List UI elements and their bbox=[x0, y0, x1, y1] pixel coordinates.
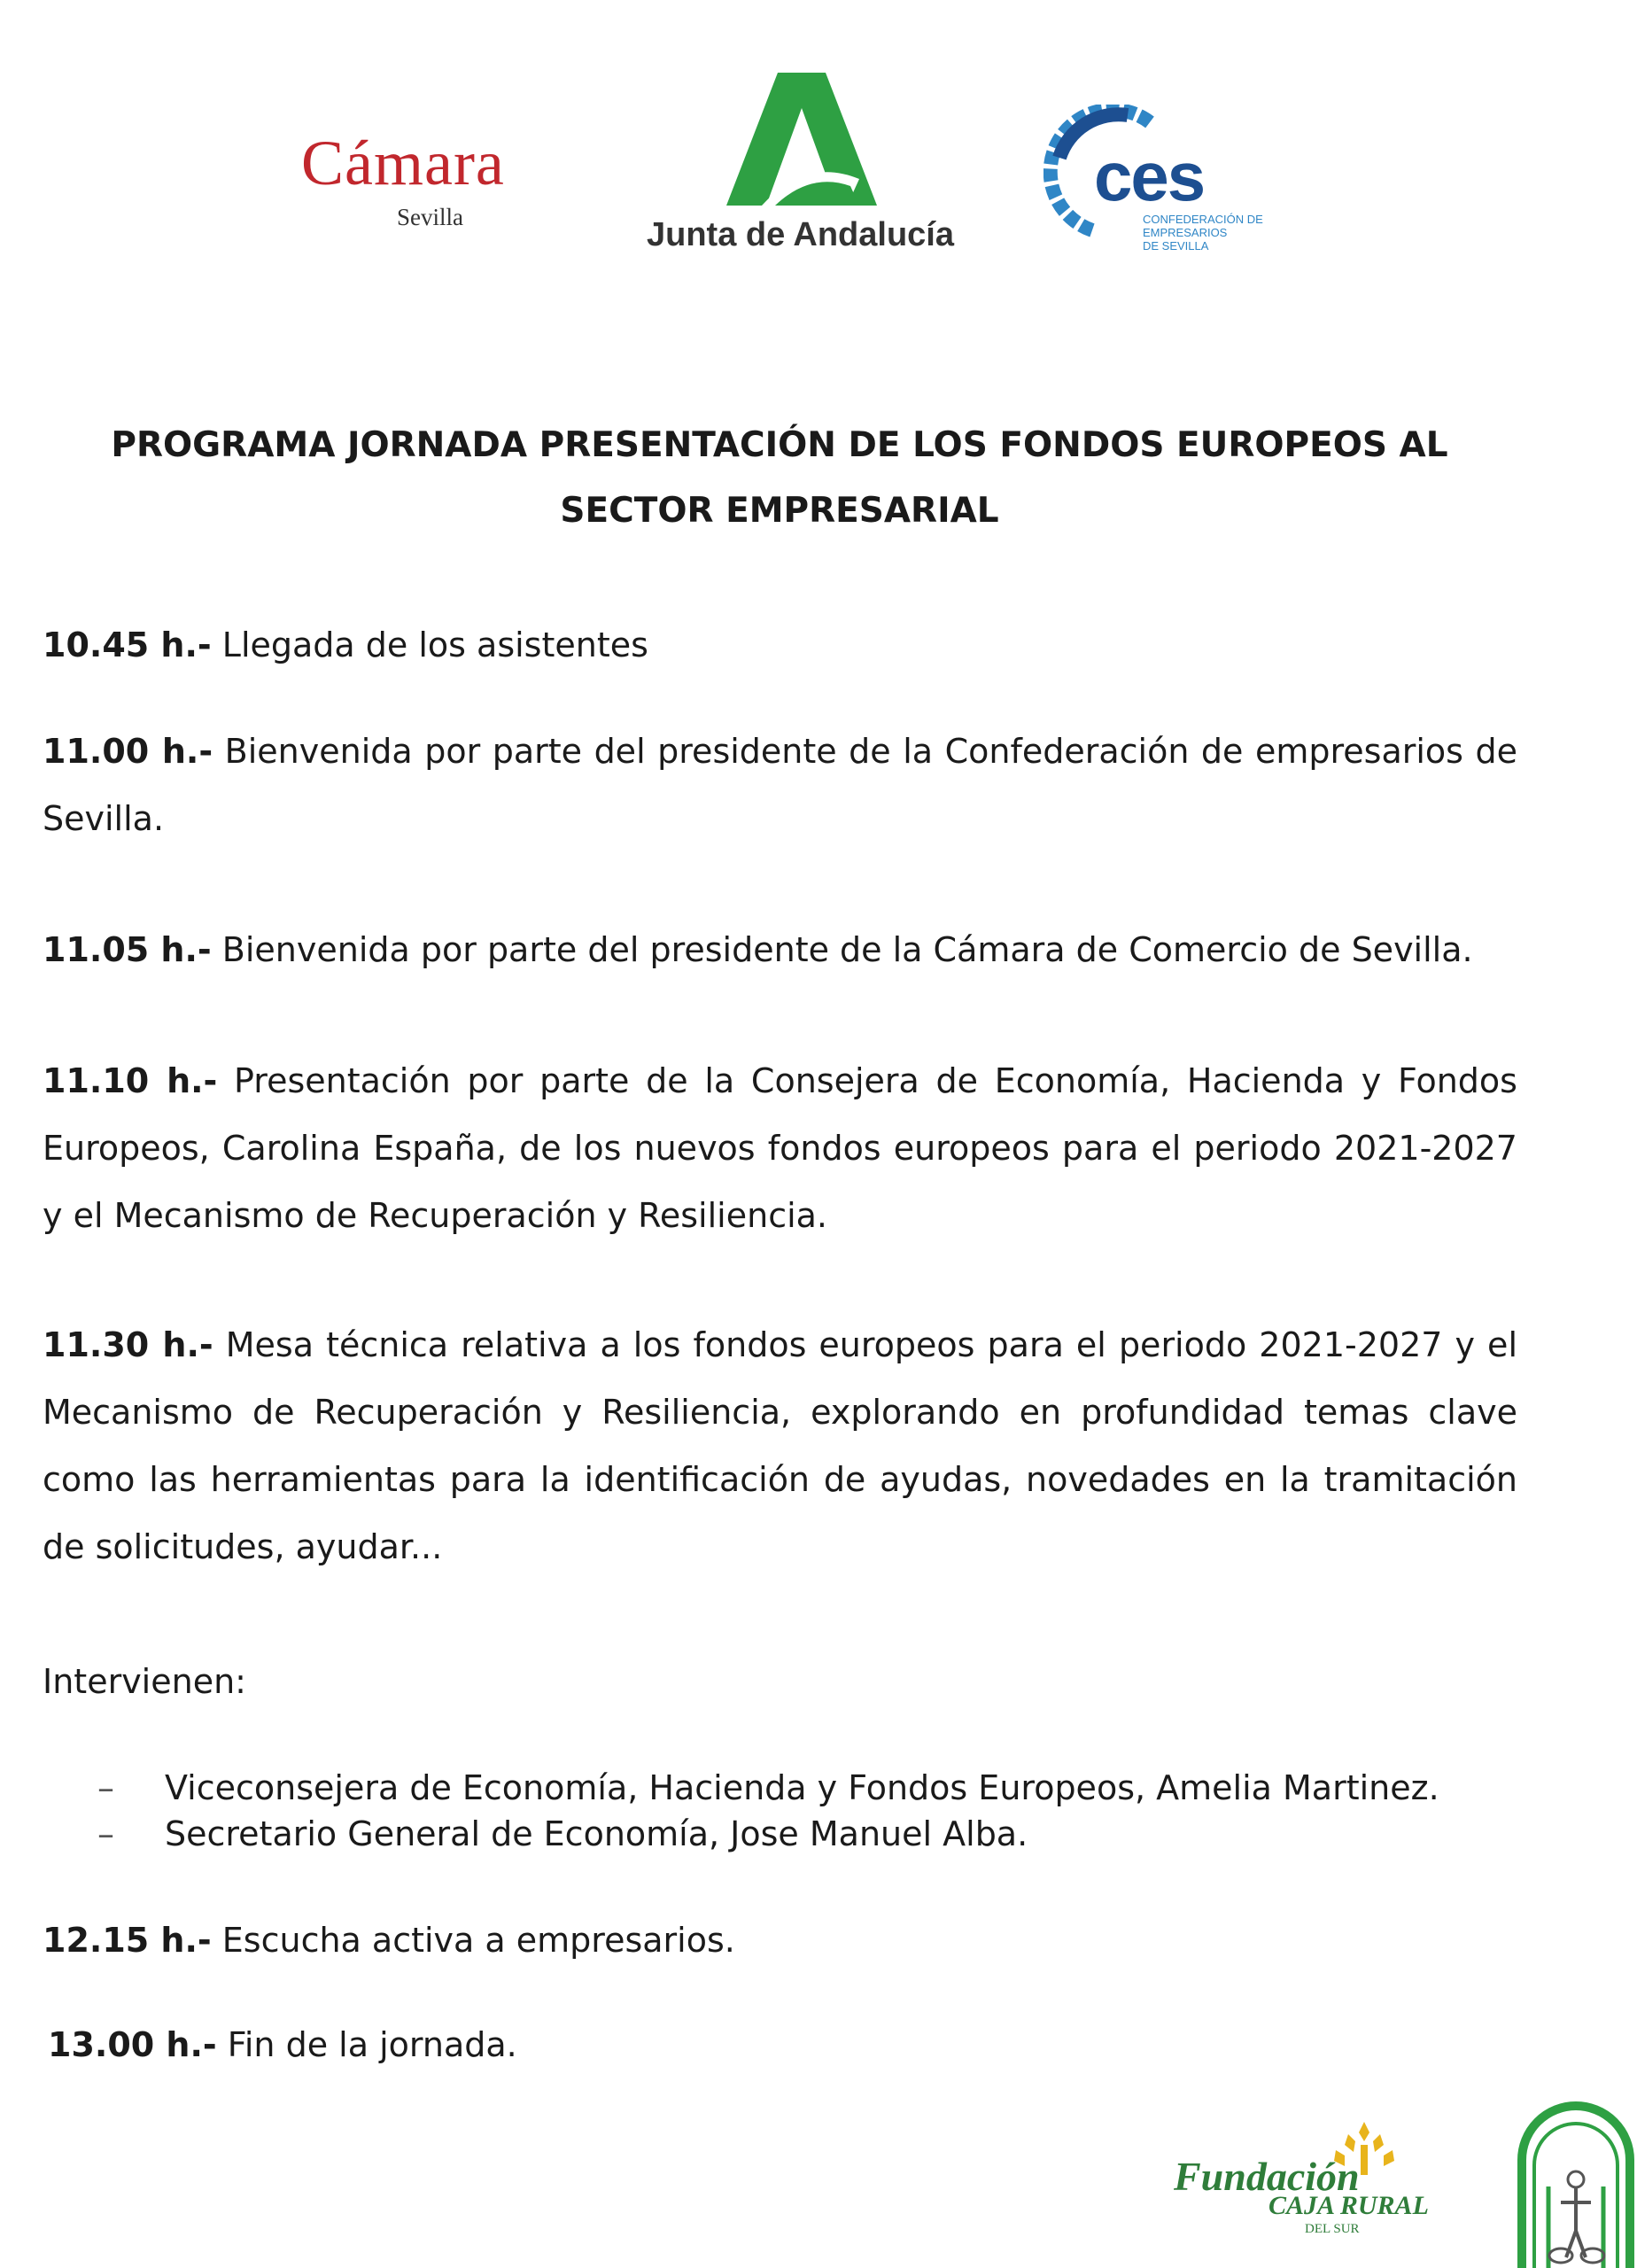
fundacion-logo-text: Fundación bbox=[1174, 2154, 1360, 2199]
agenda-item bbox=[43, 916, 1517, 983]
agenda-text: Escucha activa a empresarios. bbox=[221, 1921, 735, 1960]
agenda-time: 12.15 h.- bbox=[43, 1921, 212, 1960]
agenda-item bbox=[43, 1311, 1517, 1581]
ces-sub-line-2: EMPRESARIOS bbox=[1143, 226, 1228, 239]
bullet-dash: – bbox=[97, 1768, 114, 1807]
del-sur-logo-text: DEL SUR bbox=[1305, 2222, 1360, 2236]
speaker-text: Viceconsejera de Economía, Hacienda y Fondos Europeos, Amelia Martinez. bbox=[165, 1768, 1439, 1807]
ces-logo-text: ces bbox=[1094, 137, 1205, 215]
ces-sub-line-3: DE SEVILLA bbox=[1143, 239, 1209, 252]
page-title-line-2: SECTOR EMPRESARIAL bbox=[560, 491, 999, 531]
junta-andalucia-logo-text: Junta de Andalucía bbox=[647, 216, 954, 253]
agenda-text: Mesa técnica relativa a los fondos europeos para el periodo 2021-2027 y el Mecanismo de Recuperación y Resiliencia, explorando en profundidad temas clave como las herramientas para la identificación de ayudas, novedades en la tramitación de solicitudes, ayudar... bbox=[43, 1325, 1517, 1566]
junta-andalucia-logo-icon bbox=[726, 73, 877, 206]
page-title bbox=[106, 413, 1453, 544]
agenda-text: Presentación por parte de la Consejera de Economía, Hacienda y Fondos Europeos, Carolina España, de los nuevos fondos europeos para el periodo 2021-2027 y el Mecanismo de Recuperación y Resiliencia. bbox=[43, 1061, 1517, 1235]
speaker-text: Secretario General de Economía, Jose Manuel Alba. bbox=[165, 1814, 1028, 1853]
agenda-time: 10.45 h.- bbox=[43, 625, 212, 664]
speaker-list-item bbox=[97, 1811, 1028, 1857]
agenda-time: 11.10 h.- bbox=[43, 1061, 218, 1100]
andalucia-coat-of-arms-icon bbox=[1515, 2098, 1637, 2268]
agenda-item bbox=[43, 1047, 1517, 1249]
agenda-time: 11.05 h.- bbox=[43, 930, 212, 969]
agenda-text: Bienvenida por parte del presidente de la Cámara de Comercio de Sevilla. bbox=[221, 930, 1473, 969]
camara-logo-subtitle: Sevilla bbox=[397, 204, 463, 230]
agenda-item bbox=[43, 1907, 1517, 1974]
agenda-item bbox=[43, 718, 1517, 852]
speaker-list-item bbox=[97, 1765, 1439, 1811]
camara-logo-text: Cámara bbox=[301, 128, 505, 198]
agenda-item bbox=[48, 2011, 1523, 2078]
agenda-item bbox=[43, 611, 1517, 679]
agenda-text: Bienvenida por parte del presidente de la Confederación de empresarios de Sevilla. bbox=[43, 732, 1517, 838]
agenda-text: Llegada de los asistentes bbox=[221, 625, 648, 664]
page-title-line-1: PROGRAMA JORNADA PRESENTACIÓN DE LOS FONDOS EUROPEOS AL bbox=[111, 425, 1448, 465]
agenda-time: 11.00 h.- bbox=[43, 732, 213, 771]
caja-rural-logo-text: CAJA RURAL bbox=[1268, 2191, 1429, 2220]
ces-logo-subtitle bbox=[1143, 213, 1320, 252]
agenda-time: 11.30 h.- bbox=[43, 1325, 213, 1364]
agenda-time: 13.00 h.- bbox=[48, 2025, 217, 2064]
bullet-dash: – bbox=[97, 1814, 114, 1853]
speakers-label: Intervienen: bbox=[43, 1662, 246, 1701]
ces-sub-line-1: CONFEDERACIÓN DE bbox=[1143, 213, 1263, 226]
agenda-text: Fin de la jornada. bbox=[227, 2025, 517, 2064]
